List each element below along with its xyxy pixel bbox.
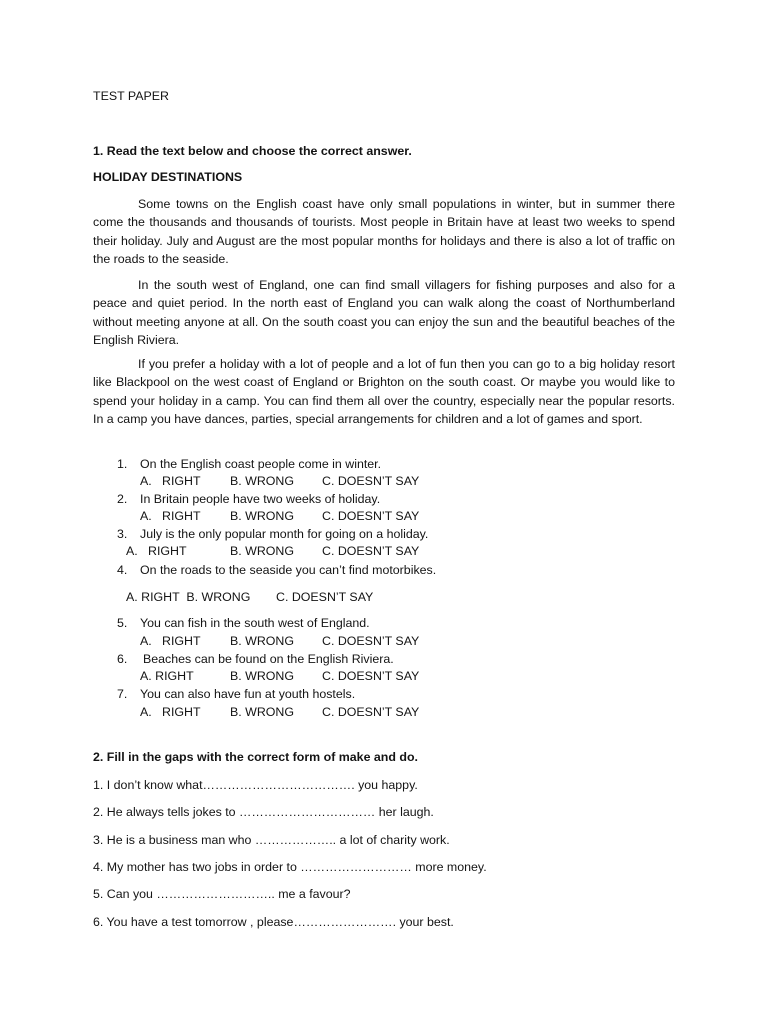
question-number: 3.: [117, 527, 128, 541]
section-1-heading: 1. Read the text below and choose the correct answer.: [93, 144, 412, 158]
question-text: In Britain people have two weeks of holiday.: [140, 492, 381, 506]
gap-fill-item: 1. I don’t know what………………………………. you happy.: [93, 778, 418, 792]
option-a: A. RIGHT: [140, 669, 194, 683]
question-number: 2.: [117, 492, 128, 506]
page-title: TEST PAPER: [93, 89, 169, 103]
options-a-b: A. RIGHT B. WRONG: [126, 590, 251, 604]
option-b: B. WRONG: [230, 669, 295, 683]
question-text: On the roads to the seaside you can’t find motorbikes.: [140, 563, 437, 577]
gap-fill-item: 3. He is a business man who ……………….. a lot of charity work.: [93, 833, 450, 847]
question-number: 1.: [117, 457, 128, 471]
option-b: B. WRONG: [230, 474, 295, 488]
question-text: You can fish in the south west of England.: [140, 616, 370, 630]
passage-paragraph: If you prefer a holiday with a lot of people and a lot of fun then you can go to a big holiday resort like Blackpool on the west coast of England or Brighton on the south coast. Or maybe you would like to spend your holiday in a camp. You can find them all over the country, especially near the popular resorts. In a camp you have dances, parties, special arrangements for children and a lot of games and sport.: [93, 357, 675, 426]
passage-paragraph: In the south west of England, one can find small villagers for fishing purposes and also for a peace and quiet period. In the north east of England you can walk along the coast of Northumberland without meeting anyone at all. On the south coast you can enjoy the sun and the beautiful beaches of the English Riviera.: [93, 278, 675, 347]
option-c: C. DOESN’T SAY: [322, 509, 420, 523]
option-a-text: RIGHT: [162, 474, 201, 488]
question-text: On the English coast people come in winter.: [140, 457, 382, 471]
question-number: 5.: [117, 616, 128, 630]
option-a: A.: [140, 634, 152, 648]
question-number: 7.: [117, 687, 128, 701]
question-text: You can also have fun at youth hostels.: [140, 687, 356, 701]
option-a-text: RIGHT: [162, 509, 201, 523]
passage-title: HOLIDAY DESTINATIONS: [93, 170, 243, 184]
option-a-text: RIGHT: [162, 705, 201, 719]
option-a: A.: [140, 509, 152, 523]
question-number: 6.: [117, 652, 128, 666]
option-a: A.: [140, 705, 152, 719]
option-a: A.: [140, 474, 152, 488]
option-c: C. DOESN’T SAY: [322, 705, 420, 719]
option-b: B. WRONG: [230, 509, 295, 523]
option-c: C. DOESN’T SAY: [322, 634, 420, 648]
gap-fill-item: 6. You have a test tomorrow , please……………………. your best.: [93, 915, 454, 929]
question-number: 4.: [117, 563, 128, 577]
section-2-heading: 2. Fill in the gaps with the correct form of make and do.: [93, 750, 418, 764]
question-text: Beaches can be found on the English Riviera.: [143, 652, 394, 666]
option-b: B. WRONG: [230, 705, 295, 719]
option-c: C. DOESN’T SAY: [322, 474, 420, 488]
option-c: C. DOESN’T SAY: [322, 544, 420, 558]
gap-fill-item: 4. My mother has two jobs in order to ……………………… more money.: [93, 860, 487, 874]
option-a-text: RIGHT: [148, 544, 187, 558]
option-c: C. DOESN’T SAY: [276, 590, 374, 604]
question-text: July is the only popular month for going on a holiday.: [140, 527, 429, 541]
option-a-text: RIGHT: [162, 634, 201, 648]
option-a: A.: [126, 544, 138, 558]
passage-paragraph: Some towns on the English coast have only small populations in winter, but in summer there come the thousands and thousands of tourists. Most people in Britain have at least two weeks to spend their holiday. July and August are the most popular months for holidays and there is also a lot of traffic on the roads to the seaside.: [93, 197, 675, 266]
option-b: B. WRONG: [230, 634, 295, 648]
gap-fill-item: 5. Can you ……………………….. me a favour?: [93, 887, 351, 901]
gap-fill-item: 2. He always tells jokes to …………………………… her laugh.: [93, 805, 434, 819]
option-c: C. DOESN’T SAY: [322, 669, 420, 683]
option-b: B. WRONG: [230, 544, 295, 558]
